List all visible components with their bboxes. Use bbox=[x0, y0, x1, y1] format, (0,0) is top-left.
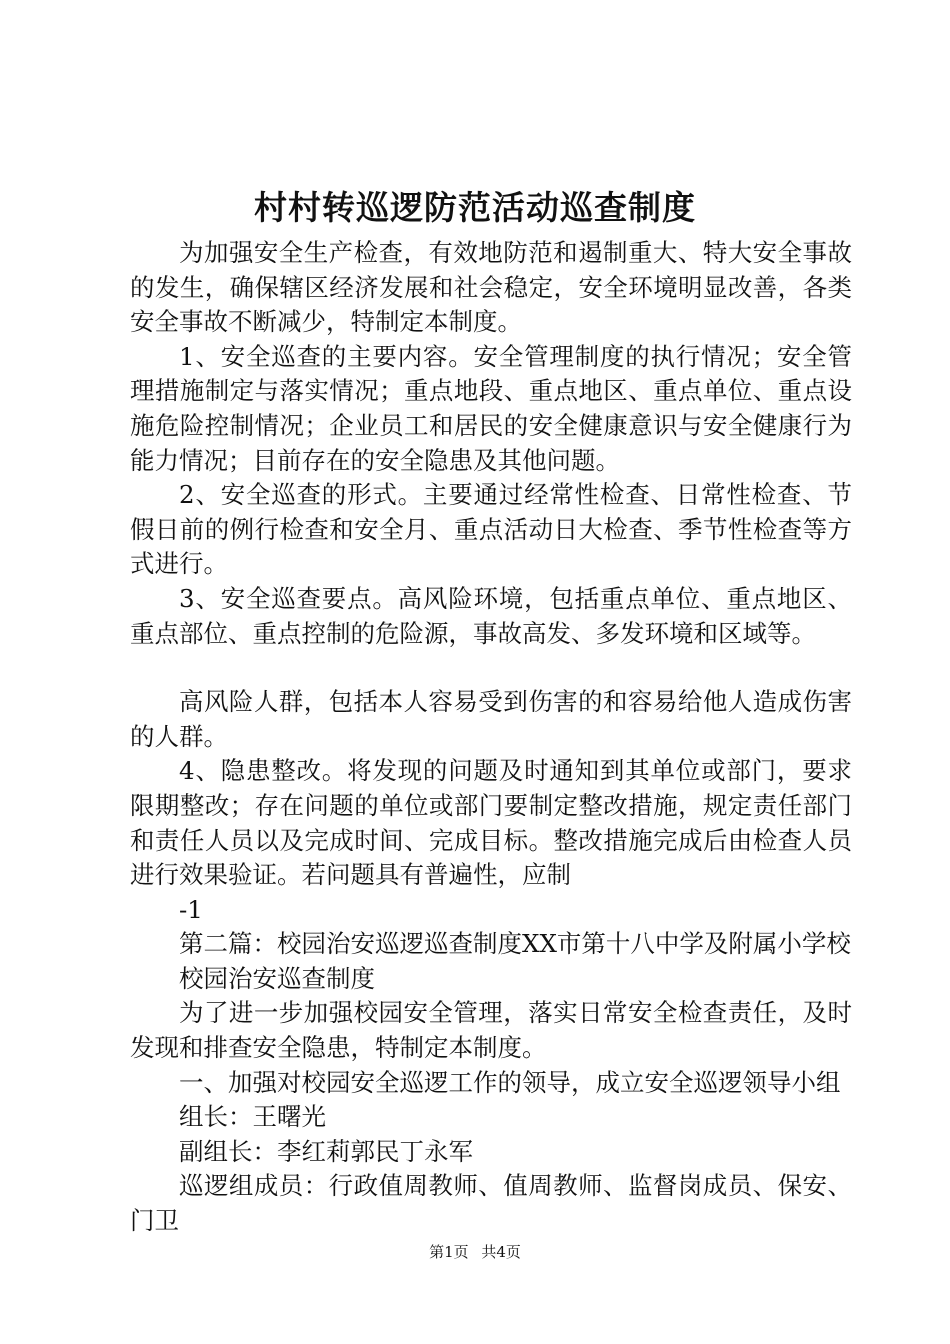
page-number-label: 第1页 bbox=[429, 1243, 469, 1261]
document-body bbox=[130, 236, 852, 1239]
paragraph-item-1: 1、安全巡查的主要内容。安全管理制度的执行情况；安全管理措施制定与落实情况；重点地段、重点地区、重点单位、重点设施危险控制情况；企业员工和居民的安全健康意识与安全健康行为能力情况；目前存在的安全隐患及其他问题。 bbox=[130, 341, 852, 475]
paragraph-gap bbox=[130, 651, 852, 685]
page-total-label: 共4页 bbox=[481, 1243, 521, 1261]
paragraph-deputy-leaders: 副组长：李红莉郭民丁永军 bbox=[179, 1136, 473, 1166]
paragraph-system-name: 校园治安巡查制度 bbox=[179, 963, 375, 993]
paragraph-purpose: 为了进一步加强校园安全管理，落实日常安全检查责任，及时发现和排查安全隐患，特制定本制度。 bbox=[130, 998, 852, 1063]
paragraph-leadership-group: 一、加强对校园安全巡逻工作的领导，成立安全巡逻领导小组 bbox=[179, 1067, 841, 1097]
paragraph-patrol-members: 巡逻组成员：行政值周教师、值周教师、监督岗成员、保安、门卫 bbox=[130, 1171, 852, 1236]
document-title: 村村转巡逻防范活动巡查制度 bbox=[254, 188, 696, 227]
paragraph-section-two-heading: 第二篇：校园治安巡逻巡查制度XX市第十八中学及附属小学校 bbox=[179, 929, 851, 959]
paragraph-intro: 为加强安全生产检查，有效地防范和遏制重大、特大安全事故的发生，确保辖区经济发展和社会稳定，安全环境明显改善，各类安全事故不断减少，特制定本制度。 bbox=[130, 238, 852, 337]
page-footer bbox=[0, 1240, 950, 1264]
paragraph-high-risk-people: 高风险人群，包括本人容易受到伤害的和容易给他人造成伤害的人群。 bbox=[130, 687, 852, 751]
paragraph-page-marker: -1 bbox=[179, 894, 203, 924]
paragraph-item-4: 4、隐患整改。将发现的问题及时通知到其单位或部门，要求限期整改；存在问题的单位或部门要制定整改措施，规定责任部门和责任人员以及完成时间、完成目标。整改措施完成后由检查人员进行效果验证。若问题具有普遍性，应制 bbox=[130, 756, 852, 890]
paragraph-group-leader: 组长：王曙光 bbox=[179, 1102, 326, 1132]
paragraph-item-3: 3、安全巡查要点。高风险环境，包括重点单位、重点地区、重点部位、重点控制的危险源，事故高发、多发环境和区域等。 bbox=[130, 583, 852, 648]
paragraph-item-2: 2、安全巡查的形式。主要通过经常性检查、日常性检查、节假日前的例行检查和安全月、重点活动日大检查、季节性检查等方式进行。 bbox=[130, 480, 852, 579]
